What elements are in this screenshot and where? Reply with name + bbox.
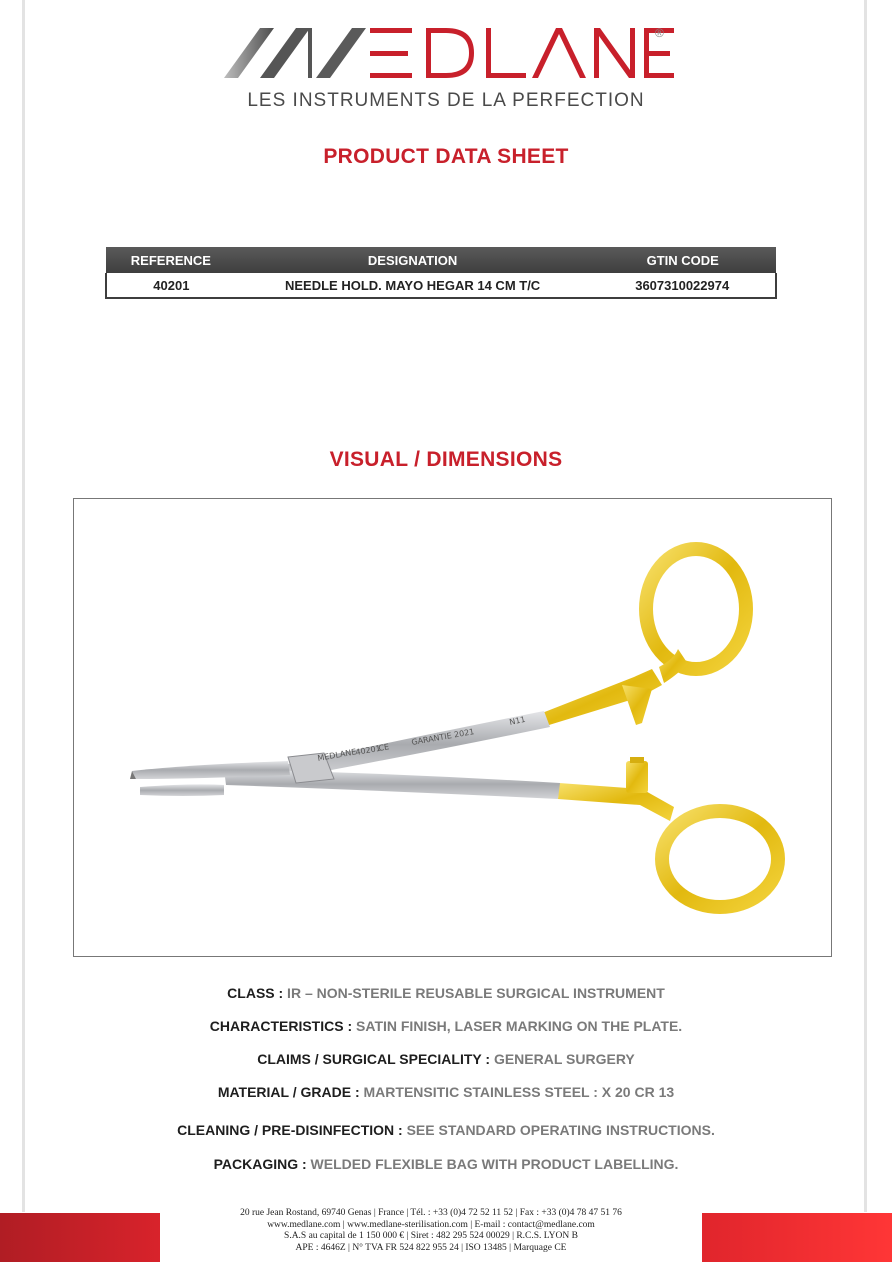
product-data-sheet-title: PRODUCT DATA SHEET [323,145,569,168]
footer-red-bar-right [702,1213,892,1262]
header-gtin-code: GTIN CODE [589,247,776,273]
registered-mark: ® [655,26,664,40]
reference-table [105,247,777,299]
engraving-brand: MEDLANE [316,747,358,763]
spec-characteristics-label: CHARACTERISTICS : [209,1018,353,1034]
spec-material-value: MARTENSITIC STAINLESS STEEL : X 20 CR 13 [359,1084,675,1100]
spec-material [0,1084,892,1100]
spec-packaging [0,1156,892,1172]
cell-reference: 40201 [106,273,236,298]
engraving-ref: 40201 [354,743,382,757]
spec-material-label: MATERIAL / GRADE : [217,1084,360,1100]
footer-registration: APE : 4646Z | N° TVA FR 524 822 955 24 | ISO 13485 | Marquage CE [295,1242,567,1253]
spec-packaging-value: WELDED FLEXIBLE BAG WITH PRODUCT LABELLING. [306,1156,679,1172]
spec-claims-value: GENERAL SURGERY [490,1051,635,1067]
spec-class-value: IR – NON-STERILE REUSABLE SURGICAL INSTRUMENT [283,985,665,1001]
spec-cleaning-value: SEE STANDARD OPERATING INSTRUCTIONS. [402,1122,715,1138]
footer-contact [160,1208,702,1254]
cell-gtin-code: 3607310022974 [589,273,776,298]
cell-designation: NEEDLE HOLD. MAYO HEGAR 14 CM T/C [236,273,590,298]
spec-characteristics-value: SATIN FINISH, LASER MARKING ON THE PLATE. [352,1018,683,1034]
table-row [106,273,776,298]
footer-red-bar-left [0,1213,160,1262]
engraving-ce: CE [377,742,390,753]
spec-packaging-label: PACKAGING : [213,1156,307,1172]
spec-class-label: CLASS : [227,985,284,1001]
brand-tagline: LES INSTRUMENTS DE LA PERFECTION [247,90,645,111]
product-image [73,498,832,957]
header-designation: DESIGNATION [236,247,590,273]
engraving-code: N11 [508,714,527,727]
spec-claims-label: CLAIMS / SURGICAL SPECIALITY : [257,1051,491,1067]
footer-company-info: S.A.S au capital de 1 150 000 € | Siret : 482 295 524 00029 | R.C.S. LYON B [284,1231,578,1242]
header-reference: REFERENCE [106,247,236,273]
footer-websites: www.medlane.com | www.medlane-sterilisation.com | E-mail : contact@medlane.com [267,1219,595,1230]
table-header-row [106,247,776,273]
needle-holder-illustration [74,499,831,956]
spec-cleaning [0,1122,892,1138]
spec-claims [0,1051,892,1067]
visual-dimensions-title: VISUAL / DIMENSIONS [329,448,563,471]
spec-characteristics [0,1018,892,1034]
engraving-warranty: GARANTIE 2021 [410,727,475,747]
spec-cleaning-label: CLEANING / PRE-DISINFECTION : [177,1122,403,1138]
medlane-logo [220,22,680,84]
spec-class [0,985,892,1001]
footer-address: 20 rue Jean Rostand, 69740 Genas | France | Tél. : +33 (0)4 72 52 11 52 | Fax : +33 (0)4 78 47 51 76 [240,1208,622,1218]
